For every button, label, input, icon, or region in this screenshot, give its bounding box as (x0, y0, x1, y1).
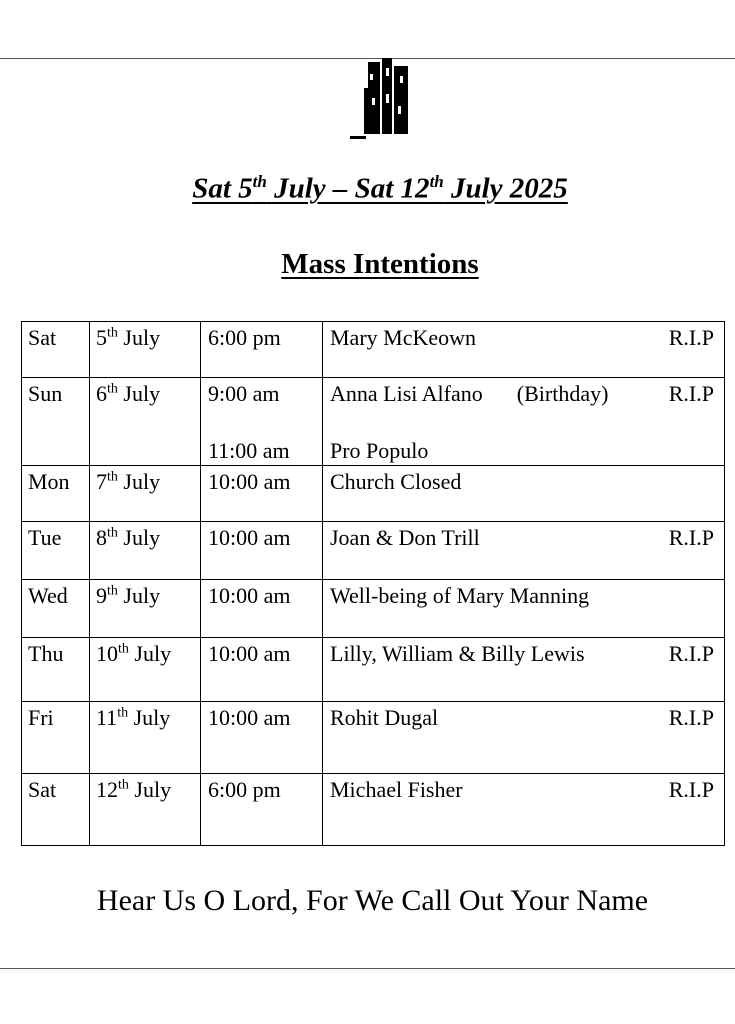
day-cell (22, 522, 90, 580)
rip-label: R.I.P (668, 381, 714, 406)
table-row (22, 322, 725, 378)
table-row (22, 638, 725, 702)
day-label: Thu (28, 641, 64, 666)
day-cell (22, 580, 90, 638)
date-cell (90, 322, 201, 378)
mass-time: 6:00 pm (208, 325, 281, 350)
intention-note: (Birthday) (516, 381, 609, 406)
date-cell (90, 638, 201, 702)
date-label: 9th July (96, 583, 161, 608)
day-label: Sat (28, 777, 57, 802)
table-row (22, 774, 725, 846)
time-cell (201, 638, 323, 702)
candles-logo (348, 58, 414, 142)
date-label: 5th July (96, 325, 161, 350)
date-cell (90, 522, 201, 580)
time-cell (201, 580, 323, 638)
intention-line (330, 705, 714, 731)
date-cell (90, 466, 201, 522)
mass-time: 10:00 am (208, 641, 291, 666)
intention-text: Michael Fisher (330, 777, 463, 802)
page-subtitle: Mass Intentions (281, 248, 479, 280)
day-cell (22, 702, 90, 774)
intention-line (330, 381, 714, 407)
intention-line (330, 325, 714, 351)
intention-cell (323, 774, 725, 846)
table-row (22, 522, 725, 580)
time-cell (201, 702, 323, 774)
day-label: Sat (28, 325, 57, 350)
mass-time: 10:00 am (208, 705, 291, 730)
day-cell (22, 466, 90, 522)
footer-prayer: Hear Us O Lord, For We Call Out Your Name (96, 884, 649, 917)
day-label: Tue (28, 525, 62, 550)
mass-time: 10:00 am (208, 525, 291, 550)
date-range-title: Sat 5th July – Sat 12th July 2025 (192, 172, 568, 205)
time-cell (201, 774, 323, 846)
date-label: 10th July (96, 641, 172, 666)
intention-text: Well-being of Mary Manning (330, 583, 590, 608)
date-cell (90, 378, 201, 466)
intention-text: Anna Lisi Alfano (330, 381, 483, 406)
date-label: 11th July (96, 705, 171, 730)
intention-line (330, 438, 714, 464)
rip-label: R.I.P (668, 525, 714, 550)
intention-line (330, 525, 714, 551)
rip-label: R.I.P (668, 777, 714, 802)
date-cell (90, 702, 201, 774)
intention-cell (323, 638, 725, 702)
day-label: Wed (28, 583, 68, 608)
intention-text: Lilly, William & Billy Lewis (330, 641, 585, 666)
intention-text: Joan & Don Trill (330, 525, 480, 550)
day-cell (22, 378, 90, 466)
date-label: 12th July (96, 777, 172, 802)
date-cell (90, 774, 201, 846)
intention-line (330, 777, 714, 803)
table-row (22, 580, 725, 638)
table-row (22, 378, 725, 466)
date-label: 6th July (96, 381, 161, 406)
intention-cell (323, 580, 725, 638)
intention-cell (323, 378, 725, 466)
time-cell (201, 466, 323, 522)
intention-cell (323, 466, 725, 522)
day-label: Mon (28, 469, 70, 494)
mass-intentions-table (21, 321, 725, 846)
intention-line (330, 641, 714, 667)
intention-text: Rohit Dugal (330, 705, 439, 730)
date-label: 7th July (96, 469, 161, 494)
table-row (22, 702, 725, 774)
mass-time: 9:00 am (208, 381, 280, 406)
rip-label: R.I.P (668, 325, 714, 350)
date-label: 8th July (96, 525, 161, 550)
rip-label: R.I.P (668, 705, 714, 730)
intention-text: Church Closed (330, 469, 462, 494)
mass-time: 11:00 am (208, 438, 290, 463)
mass-time: 10:00 am (208, 583, 291, 608)
rip-label: R.I.P (668, 641, 714, 666)
intention-cell (323, 702, 725, 774)
time-cell (201, 378, 323, 466)
bottom-divider (0, 968, 735, 969)
mass-time: 10:00 am (208, 469, 291, 494)
time-cell (201, 522, 323, 580)
date-cell (90, 580, 201, 638)
day-label: Fri (28, 705, 54, 730)
table-row (22, 466, 725, 522)
day-cell (22, 322, 90, 378)
intention-line (330, 469, 714, 495)
intention-text: Pro Populo (330, 438, 429, 463)
intention-cell (323, 322, 725, 378)
day-cell (22, 774, 90, 846)
intention-line (330, 583, 714, 609)
mass-time: 6:00 pm (208, 777, 281, 802)
intention-text: Mary McKeown (330, 325, 477, 350)
intention-cell (323, 522, 725, 580)
day-label: Sun (28, 381, 63, 406)
day-cell (22, 638, 90, 702)
time-cell (201, 322, 323, 378)
